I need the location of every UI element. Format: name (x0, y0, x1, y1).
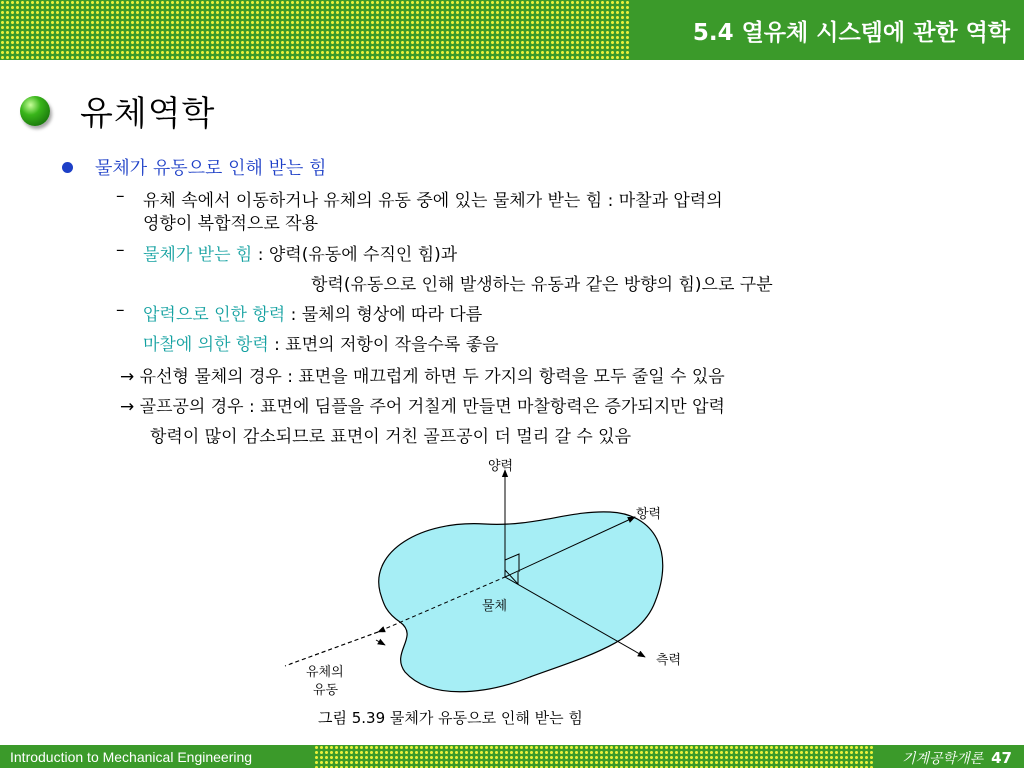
slide-section-title: 5.4 열유체 시스템에 관한 역학 (692, 20, 1010, 46)
main-bullet-text: 물체가 유동으로 인해 받는 힘 (95, 158, 327, 179)
flow-arrowhead (376, 640, 385, 645)
highlight-text: 압력으로 인한 항력 (143, 305, 286, 325)
slide-heading (20, 86, 215, 135)
text-line-2 (143, 240, 457, 265)
green-ball-icon (20, 96, 50, 126)
flow-label-1: 유체의 (306, 665, 344, 680)
plain-text: : 양력(유동에 수직인 힘)과 (252, 245, 458, 265)
highlight-text: 물체가 받는 힘 (143, 245, 253, 265)
highlight-text: 마찰에 의한 항력 (143, 335, 269, 355)
footer-right (902, 748, 1012, 768)
text-line-5 (143, 330, 499, 355)
header-bar (0, 0, 1024, 60)
plain-text: : 물체의 형상에 따라 다름 (285, 305, 483, 325)
body-shape (379, 512, 663, 692)
text-line-4 (143, 300, 482, 325)
bullet-dot-icon (62, 162, 73, 173)
footer-dot-pattern (314, 745, 874, 768)
drag-label: 항력 (636, 507, 662, 522)
footer-bar (0, 745, 1024, 768)
force-diagram (280, 452, 710, 742)
flow-line (285, 632, 378, 666)
text-line-6: → 유선형 물체의 경우 : 표면을 매끄럽게 하면 두 가지의 항력을 모두 줄일 수 있음 (120, 367, 725, 387)
footer-course-title: Introduction to Mechanical Engineering (10, 749, 253, 765)
dash-marker: – (116, 186, 125, 206)
figure-caption: 그림 5.39 물체가 유동으로 인해 받는 힘 (318, 709, 583, 727)
page-number: 47 (991, 749, 1012, 767)
text-line-1a: 유체 속에서 이동하거나 유체의 유동 중에 있는 물체가 받는 힘 : 마찰과 압력의 (143, 191, 723, 211)
side-force-label: 측력 (656, 653, 682, 668)
header-dot-pattern (0, 0, 630, 60)
plain-text: : 표면의 저항이 작을수록 좋음 (268, 335, 499, 355)
flow-label-2: 유동 (313, 683, 339, 698)
text-line-1b: 영향이 복합적으로 작용 (143, 214, 319, 234)
main-bullet (62, 154, 327, 180)
footer-subject: 기계공학개론 (901, 751, 984, 767)
lift-label: 양력 (488, 459, 514, 474)
text-line-8: 항력이 많이 감소되므로 표면이 거친 골프공이 더 멀리 갈 수 있음 (150, 427, 632, 447)
text-line-3: 항력(유동으로 인해 발생하는 유동과 같은 방향의 힘)으로 구분 (311, 275, 773, 295)
dash-marker: – (116, 240, 125, 260)
body-label: 물체 (482, 599, 508, 614)
heading-text: 유체역학 (80, 94, 216, 134)
text-line-7: → 골프공의 경우 : 표면에 딤플을 주어 거칠게 만들면 마찰항력은 증가되지만 압력 (120, 397, 725, 417)
dash-marker: – (116, 300, 125, 320)
